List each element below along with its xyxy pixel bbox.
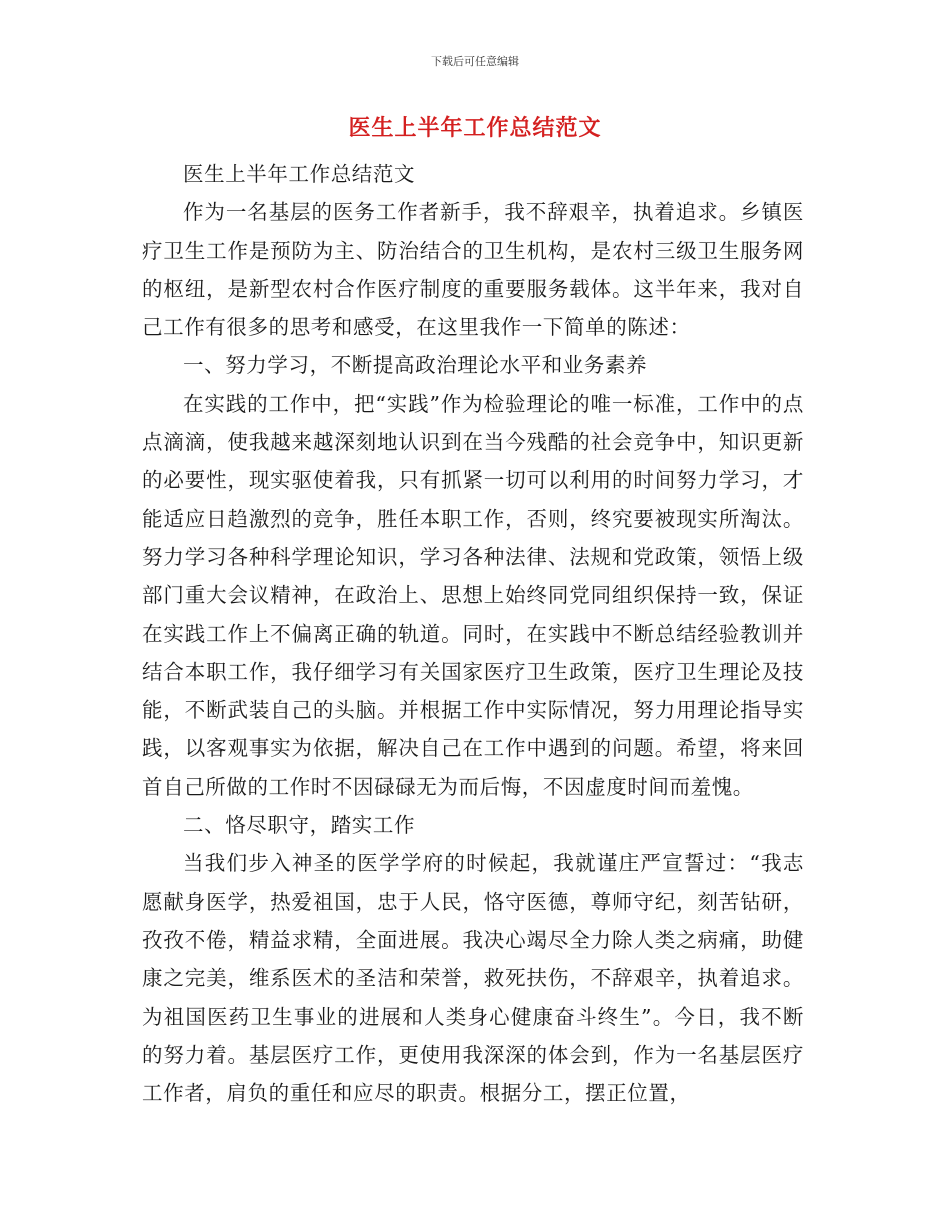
header-note: 下载后可任意编辑 — [431, 55, 519, 68]
section-2-paragraph: 当我们步入神圣的医学学府的时候起，我就谨庄严宣誓过：“我志愿献身医学，热爱祖国，忠于人民，恪守医德，尊师守纪，刻苦钻研，孜孜不倦，精益求精，全面进展。我决心竭尽全力除人类之病痛，助健康之完美，维系医术的圣洁和荣誉，救死扶伤，不辞艰辛，执着追求。为祖国医药卫生事业的进展和人类身心健康奋斗终生”。今日，我不断的努力着。基层医疗工作，更使用我深深的体会到，作为一名基层医疗工作者，肩负的重任和应尽的职责。根据分工，摆正位置， — [142, 851, 804, 1106]
subtitle-paragraph: 医生上半年工作总结范文 — [183, 162, 416, 186]
document-title: 医生上半年工作总结范文 — [348, 115, 602, 141]
intro-paragraph: 作为一名基层的医务工作者新手，我不辞艰辛，执着追求。乡镇医疗卫生工作是预防为主、防治结合的卫生机构，是农村三级卫生服务网的枢纽，是新型农村合作医疗制度的重要服务载体。这半年来，我对自己工作有很多的思考和感受，在这里我作一下简单的陈述： — [142, 200, 804, 340]
section-heading-1: 一、努力学习，不断提高政治理论水平和业务素养 — [183, 353, 648, 378]
section-1-paragraph: 在实践的工作中，把“实践”作为检验理论的唯一标准，工作中的点点滴滴，使我越来越深刻地认识到在当今残酷的社会竞争中，知识更新的必要性，现实驱使着我，只有抓紧一切可以利用的时间努力学习，才能适应日趋激烈的竞争，胜任本职工作，否则，终究要被现实所淘汰。努力学习各种科学理论知识，学习各种法律、法规和党政策，领悟上级部门重大会议精神，在政治上、思想上始终同党同组织保持一致，保证在实践工作上不偏离正确的轨道。同时，在实践中不断总结经验教训并结合本职工作，我仔细学习有关国家医疗卫生政策，医疗卫生理论及技能，不断武装自己的头脑。并根据工作中实际情况，努力用理论指导实践，以客观事实为依据，解决自己在工作中遇到的问题。希望，将来回首自己所做的工作时不因碌碌无为而后悔，不因虚度时间而羞愧。 — [142, 391, 804, 799]
section-heading-2: 二、恪尽职守，踏实工作 — [183, 813, 416, 838]
document-body — [142, 155, 804, 1112]
